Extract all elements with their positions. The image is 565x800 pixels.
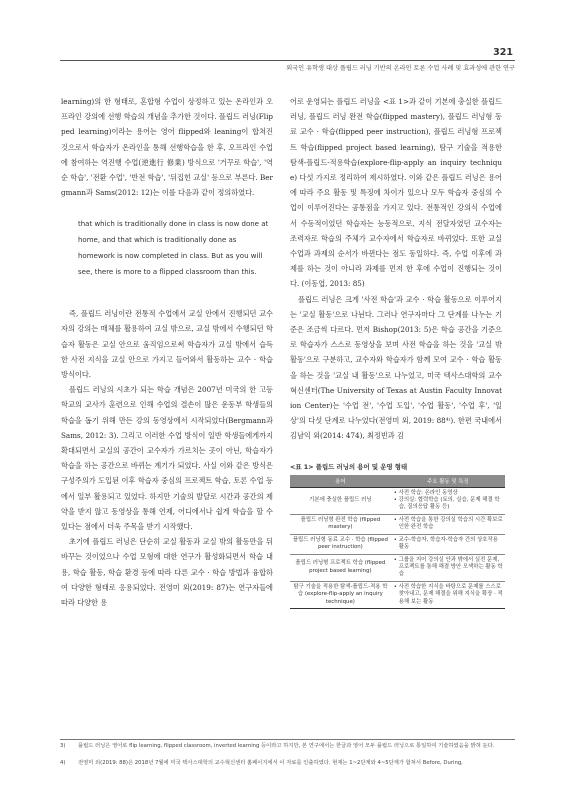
features-cell <box>391 487 505 514</box>
table-row <box>290 581 505 608</box>
page-number: 321 <box>493 47 513 58</box>
features-cell <box>391 514 505 534</box>
features-cell <box>391 581 505 608</box>
footnote <box>60 760 515 768</box>
footnote-number: 4) <box>60 760 66 766</box>
block-quote: that which is traditionally done in class is now done at home, and that which is traditionally done as homework is now completed in class. But as you will see, there is more to a flipped classroom than this. <box>78 220 269 276</box>
header-rule <box>60 60 515 61</box>
term-cell: 탐구 기술을 적용한 탐색-플립드-적용 학습 (explore-flip-apply an inquiry technique) <box>290 581 391 608</box>
term-cell: 플립드 러닝형 동료 교수 · 학습 (flipped peer instruction) <box>290 534 391 554</box>
table-header: 주요 활동 및 특징 <box>391 475 505 488</box>
term-cell: 플립드 러닝형 완전 학습 (flipped mastery) <box>290 514 391 534</box>
running-title: 외국인 유학생 대상 플립드 러닝 기반의 온라인 토론 수업 사례 및 효과성에 관한 연구 <box>286 65 515 72</box>
terms-table <box>290 475 505 609</box>
feature-item: • 교수-학습자, 학습자-학습자 간의 상호작용 활동 <box>393 536 498 551</box>
term-cell: 기본에 충실한 플립드 러닝 <box>290 487 391 514</box>
paragraph: learning)의 한 형태로, 혼합형 수업이 상정하고 있는 온라인과 오프라인 강의에 선행 학습의 개념을 추가한 것이다. 플립드 러닝(Flipped learning)이라는 용어는 영어 flipped와 leaning이 합쳐진 것으로서 학습자가 온라인을 통해 선행학습을 한 후, 오프라인 수업에 참여하는 역진행 수업(逆進行 修業) 방식으로 '거꾸로 학습', '역순 학습', '전환 수업', '반전 학습', '뒤집힌 교실' 등으로 부른다. Bergmann과 Sams(2012: 12)는 이를 다음과 같이 정의하였다. <box>61 97 273 198</box>
table-row <box>290 514 505 534</box>
feature-item: • 강의실: 협력학습 (토의, 실습, 문제 해결 학습, 질의응답 활동 등) <box>393 497 500 511</box>
footnote-number: 3) <box>60 743 66 749</box>
left-column <box>61 94 273 610</box>
feature-item: • 사전 학습을 통한 강의실 학습의 시간 확보로 인한 완전 학습 <box>393 516 503 531</box>
paragraph: 플립드 러닝의 시초가 되는 학습 개념은 2007년 미국의 한 고등학교의 교사가 훈련으로 인해 수업의 결손이 많은 운동부 학생들의 학습을 돕기 위해 만든 강의 동영상에서 시작되었다(Bergmann과 Sams, 2012: 3). 그리고 이러한 수업 방식이 일반 학생들에게까지 확대되면서 교실의 공간이 교수자가 가르치는 곳이 아닌, 학습자가 학습을 하는 공간으로 바뀌는 계기가 되었다. 사실 이와 같은 방식은 구성주의가 도입된 이후 학습자 중심의 프로젝트 학습, 토론 수업 등에서 일부 활용되고 있었다. 하지만 기술의 발달로 시간과 공간의 제약을 받지 않고 동영상을 통해 언제, 어디에서나 쉽게 학습을 할 수 있다는 점에서 더욱 주목을 받기 시작했다. <box>61 385 273 532</box>
paragraph: 어로 운영되는 플립드 러닝을 <표 1>과 같이 기본에 충실한 플립드 러닝, 플립드 러닝 완전 학습(flipped mastery), 플립드 러닝형 동료 교수 · 학습(flipped peer instruction), 플립드 러닝형 프로젝트 학습(flipped project based learning), 탐구 기술을 적용한 탐색-플립드-적용학습(explore-flip-apply an inquiry technique) 다섯 가지로 정리하여 제시하였다. 이와 같은 플립드 러닝은 용어에 따라 주요 활동 및 특징에 차이가 있으나 모두 학습자 중심의 수업이 이루어진다는 공통점을 가지고 있다. 전통적인 강의식 수업에서 수동적이었던 학습자는 능동적으로, 지식 전달자였던 교수자는 조력자로 학습의 주체가 교수자에서 학습자로 바뀌었다. 또한 교실 수업과 과제의 순서가 바뀐다는 점도 동일하다. 즉, 수업 이후에 과제를 하는 것이 아니라 과제를 먼저 한 후에 수업이 진행되는 것이다. (이동엽, 2013: 85) <box>290 97 502 289</box>
paragraph: 초기에 플립드 러닝은 단순히 교실 활동과 교실 밖의 활동만을 뒤바꾸는 것이었으나 수업 모형에 대한 연구가 활성화되면서 학습 내용, 학습 활동, 학습 환경 등에 따라 다른 교수 · 학습 방법과 융합하여 다양한 형태로 응용되었다. 전영미 외(2019: 87)는 연구자들에 따라 다양한 용 <box>61 537 273 608</box>
footnote <box>60 743 515 751</box>
term-cell: 플립드 러닝형 프로젝트 학습 (flipped project based learning) <box>290 554 391 581</box>
footnote-text: 플립드 러닝은 영어로 flip learning, flipped classroom, inverted learning 등이라고 하지만, 본 연구에서는 한글과 영어 모두 플립드 러닝으로 통일하여 기술하였음을 밝혀 둔다. <box>78 743 495 749</box>
features-cell <box>391 534 505 554</box>
feature-item: • 그룹을 지어 강의실 안과 밖에서 실전 문제, 프로젝트를 통해 해결 방안 모색하는 활동 학습 <box>393 556 503 578</box>
table-row <box>290 487 505 514</box>
right-column <box>290 94 502 609</box>
footnote-rule <box>60 739 515 740</box>
table-row <box>290 534 505 554</box>
paragraph: 플립드 러닝은 크게 '사전 학습'과 교수 · 학습 활동으로 이루어지는 '교실 활동'으로 나뉜다. 그러나 연구자마다 그 단계를 나누는 기준은 조금씩 다르다. 먼저 Bishop(2013: 5)은 학습 공간을 기준으로 학습자가 스스로 동영상을 보며 사전 학습을 하는 것을 '교실 밖 활동'으로 구분하고, 교수자와 학습자가 함께 모여 교수 · 학습 활동을 하는 것을 '교실 내 활동'으로 나누었고, 미국 텍사스대학의 교수혁신센터(The University of Texas at Austin Faculty Innovation Center)는 '수업 전', '수업 도입', '수업 활동', '수업 후', '일상'의 다섯 단계로 나누었다(전영미 외, 2019: 88⁴⁾). 한편 국내에서 김남익 외(2014: 474), 최정빈과 김 <box>290 294 502 441</box>
feature-item: • 사전 학습한 지식을 바탕으로 문제를 스스로 찾아내고, 문제 해결을 위해 지식을 확장 · 적용해 보는 활동 <box>393 583 503 605</box>
paragraph: 즉, 플립드 러닝이란 전통적 수업에서 교실 안에서 진행되던 교수자의 강의는 매체를 활용하여 교실 밖으로, 교실 밖에서 수행되던 학습자 활동은 교실 안으로 움직임으로써 학습자가 교실 밖에서 습득한 사전 지식을 교실 안으로 가지고 들어와서 활동하는 교수 · 학습 방식이다. <box>61 309 273 380</box>
table-header: 용어 <box>290 475 391 488</box>
features-cell <box>391 554 505 581</box>
footnote-text: 전영미 외(2019: 88)은 2018년 7월에 미국 텍사스대학의 교수혁신센터 홈페이지에서 이 자료를 인출하였다. 현재는 1~2단계와 4~5단계가 합쳐서 Before, During, <box>78 760 463 766</box>
table-row <box>290 554 505 581</box>
table-title: <표 1> 플립드 러닝의 용어 및 운영 형태 <box>290 462 408 471</box>
feature-item: • 사전 학습: 온라인 동영상 <box>393 489 458 496</box>
